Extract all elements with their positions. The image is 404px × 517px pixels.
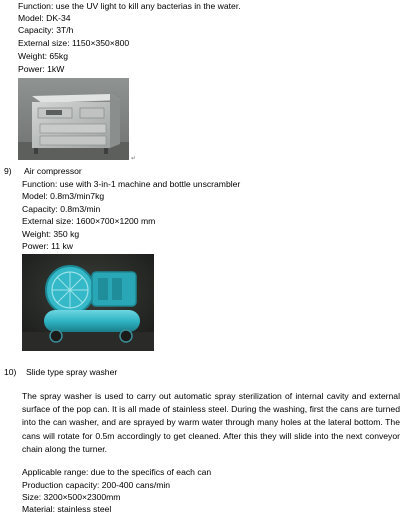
uv-weight-line: Weight: 65kg [18,51,69,61]
uv-function-line: Function: use the UV light to kill any bacterias in the water. [18,1,241,11]
washer-range-line: Applicable range: due to the specifics of each can [22,467,212,477]
air-compressor-photo [22,254,154,351]
washer-description: The spray washer is used to carry out automatic spray sterilization of internal cavity and external surface of the pop can. It is all made of stainless steel. During the washing, first the cans are turned into the can washer, and are sprayed by warm water through many holes at the lateral bottom. The cans will rotate for 0.5m accordingly to get cleaned. After this they will slide into the next conveyor chain along the turner. [22,391,400,454]
air-heading: Air compressor [24,166,82,176]
air-model-line: Model: 0.8m3/min7kg [22,191,105,201]
air-capacity-line: Capacity: 0.8m3/min [22,204,101,214]
uv-model-line: Model: DK-34 [18,13,71,23]
air-number: 9) [4,166,12,176]
washer-heading: Slide type spray washer [26,367,118,377]
uv-power-line: Power: 1kW [18,64,65,74]
paragraph-mark: ↵ [131,156,137,162]
air-size-line: External size: 1600×700×1200 mm [22,216,156,226]
washer-size-line: Size: 3200×500×2300mm [22,492,121,502]
washer-capacity-line: Production capacity: 200-400 cans/min [22,480,171,490]
air-weight-line: Weight: 350 kg [22,229,80,239]
washer-number: 10) [4,367,17,377]
air-function-line: Function: use with 3-in-1 machine and bottle unscrambler [22,179,241,189]
uv-size-line: External size: 1150×350×800 [18,38,130,48]
uv-capacity-line: Capacity: 3T/h [18,25,74,35]
uv-sterilizer-photo [18,78,129,160]
washer-material-line: Material: stainless steel [22,504,112,514]
air-power-line: Power: 11 kw [22,241,73,251]
